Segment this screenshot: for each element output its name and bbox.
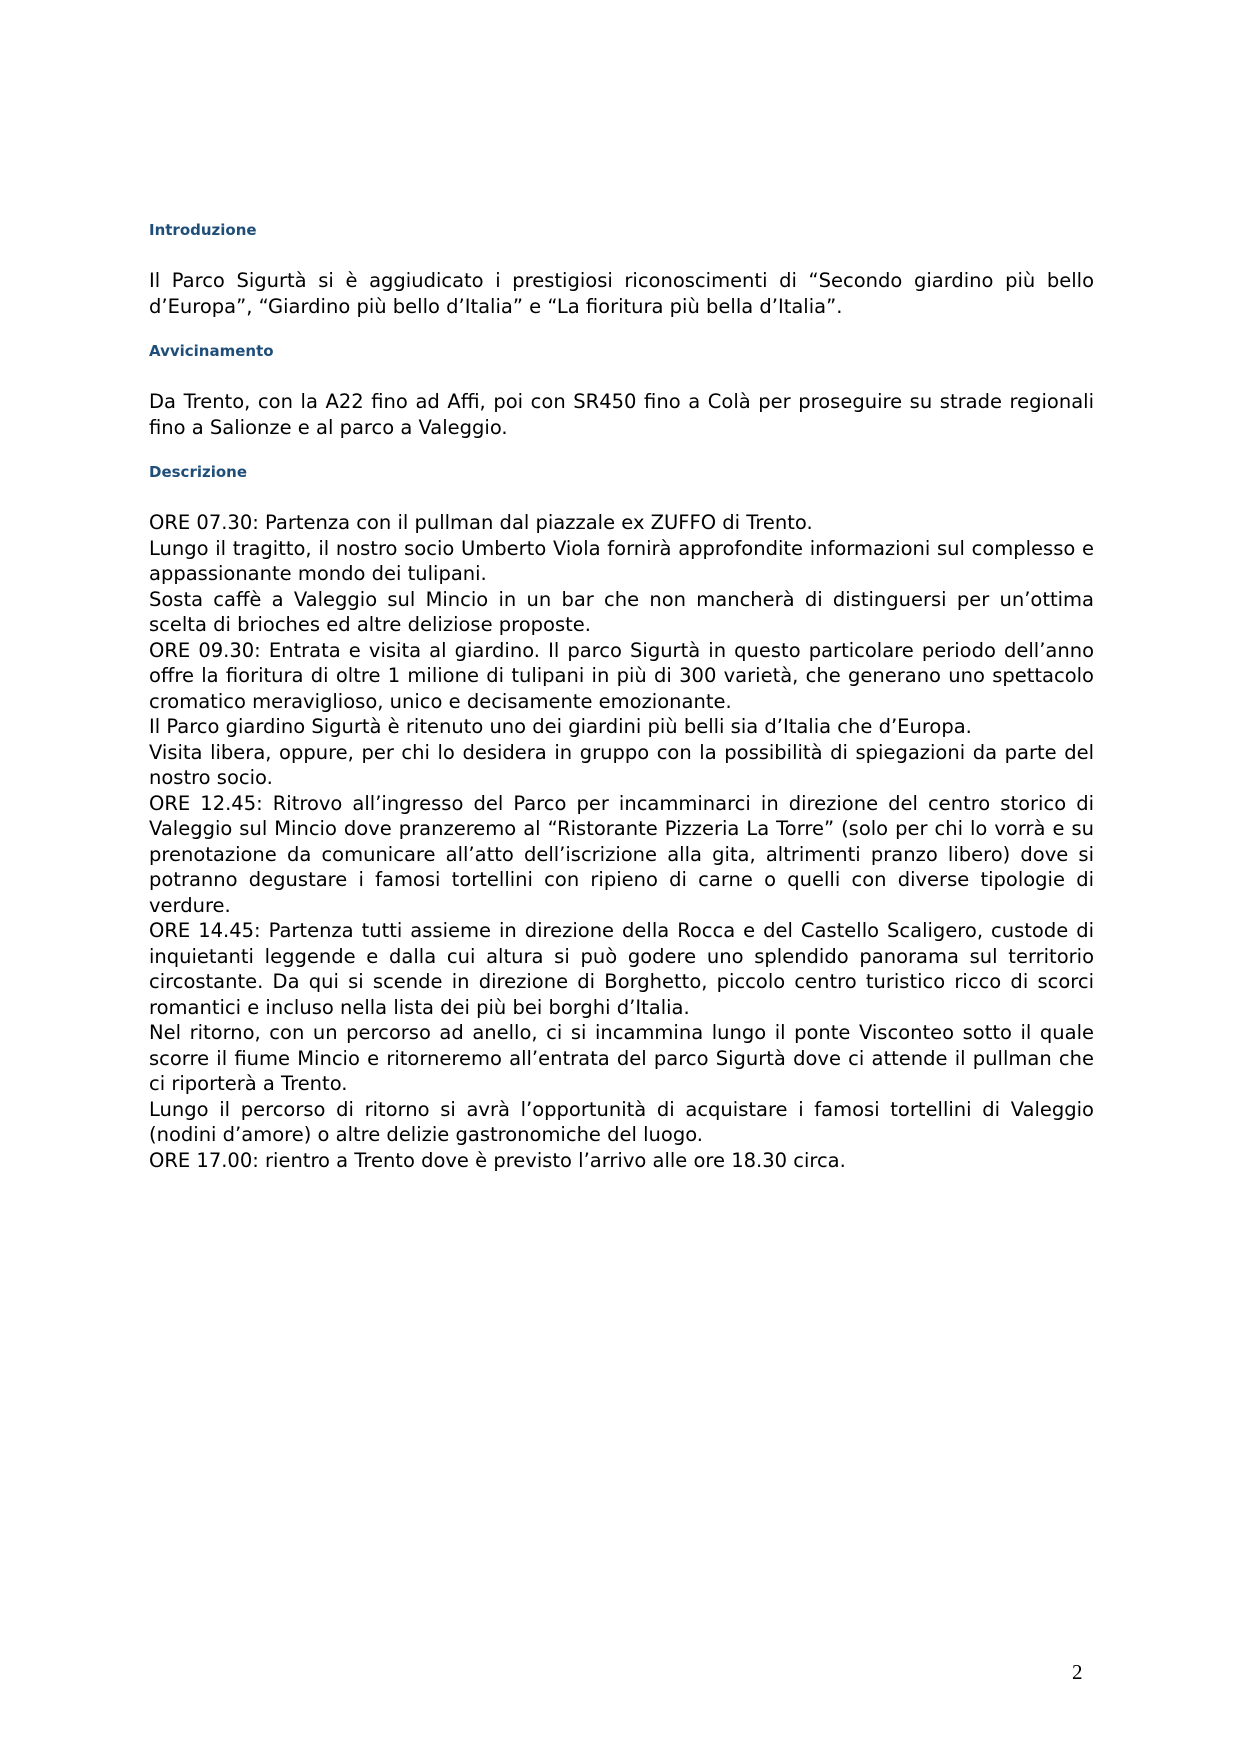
- intro-paragraph: Il Parco Sigurtà si è aggiudicato i prestigiosi riconoscimenti di “Secondo giardino più bello d’Europa”, “Giardino più bello d’Italia” e “La fioritura più bella d’Italia”.: [149, 269, 1094, 318]
- description-paragraph: Il Parco giardino Sigurtà è ritenuto uno dei giardini più belli sia d’Italia che d’Europa.: [149, 715, 972, 738]
- page-number: 2: [1072, 1660, 1083, 1684]
- description-paragraph: ORE 17.00: rientro a Trento dove è previsto l’arrivo alle ore 18.30 circa.: [149, 1148, 846, 1172]
- description-paragraph: ORE 09.30: Entrata e visita al giardino. Il parco Sigurtà in questo particolare periodo dell’anno offre la fioritura di oltre 1 milione di tulipani in più di 300 varietà, che generano uno spettacolo cromatico meraviglioso, unico e decisamente emozionante.: [149, 638, 1094, 713]
- document-body: [149, 220, 1094, 1173]
- description-paragraph: ORE 14.45: Partenza tutti assieme in direzione della Rocca e del Castello Scaligero, custode di inquietanti leggende e dalla cui altura si può godere uno splendido panorama sul territorio circostante. Da qui si scende in direzione di Borghetto, piccolo centro turistico ricco di scorci romantici e incluso nella lista dei più bei borghi d’Italia.: [149, 919, 1094, 1019]
- description-paragraph: ORE 07.30: Partenza con il pullman dal piazzale ex ZUFFO di Trento.: [149, 511, 813, 534]
- description-paragraph: Sosta caffè a Valeggio sul Mincio in un bar che non mancherà di distinguersi per un’ottima scelta di brioches ed altre deliziose proposte.: [149, 587, 1094, 636]
- description-paragraph: Nel ritorno, con un percorso ad anello, ci si incammina lungo il ponte Visconteo sotto il quale scorre il fiume Mincio e ritorneremo all’entrata del parco Sigurtà dove ci attende il pullman che ci riporterà a Trento.: [149, 1021, 1094, 1095]
- description-heading: Descrizione: [149, 463, 248, 481]
- description-paragraph: ORE 12.45: Ritrovo all’ingresso del Parco per incamminarci in direzione del centro storico di Valeggio sul Mincio dove pranzeremo al “Ristorante Pizzeria La Torre” (solo per chi lo vorrà e su prenotazione da comunicare all’atto dell’iscrizione alla gita, altrimenti pranzo libero) dove si potranno degustare i famosi tortellini con ripieno di carne o quelli con diverse tipologie di verdure.: [149, 791, 1094, 917]
- description-paragraph: Lungo il tragitto, il nostro socio Umberto Viola fornirà approfondite informazioni sul complesso e appassionante mondo dei tulipani.: [149, 536, 1094, 585]
- description-paragraph: Visita libera, oppure, per chi lo desidera in gruppo con la possibilità di spiegazioni da parte del nostro socio.: [149, 740, 1094, 789]
- approach-heading: Avvicinamento: [149, 342, 274, 360]
- description-paragraph: Lungo il percorso di ritorno si avrà l’opportunità di acquistare i famosi tortellini di Valeggio (nodini d’amore) o altre delizie gastronomiche del luogo.: [149, 1097, 1094, 1146]
- approach-paragraph: Da Trento, con la A22 fino ad Affi, poi con SR450 fino a Colà per proseguire su strade regionali fino a Salionze e al parco a Valeggio.: [149, 390, 1094, 439]
- description-body: [149, 510, 1094, 1173]
- intro-heading: Introduzione: [149, 221, 257, 239]
